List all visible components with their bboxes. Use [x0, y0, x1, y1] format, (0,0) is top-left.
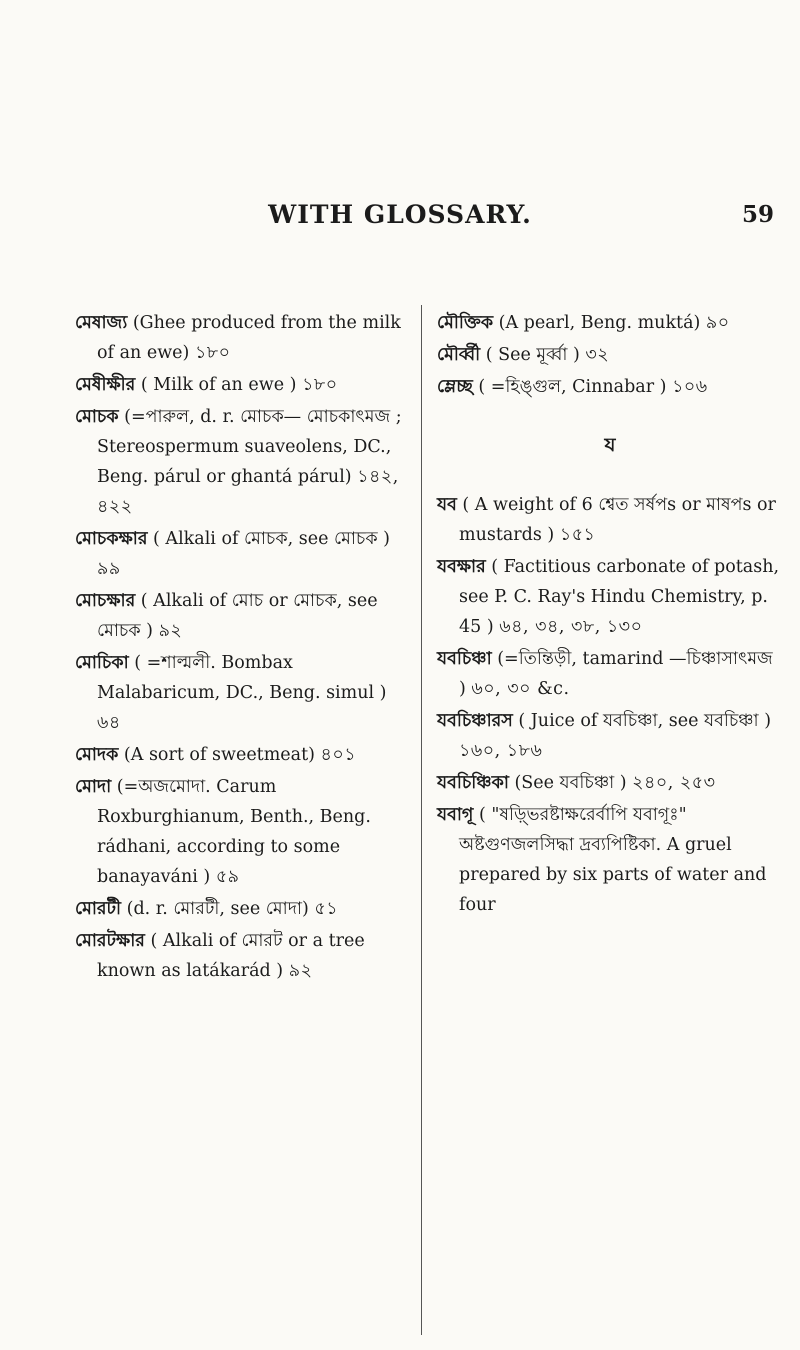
entry-gloss: (=তিন্তিড়ী, tamarind —চিঞ্চাসাৎমজ ) — [459, 649, 773, 699]
entry-gloss: ( Juice of যবচিঞ্চা, see যবচিঞ্চা ) — [518, 711, 772, 731]
entry-headword: মোচিকা — [75, 653, 129, 673]
entry-gloss: ( "ষড়্ভিরষ্টাক্ষরের্বাপি যবাগূঃ" অষ্টগুণজলসিদ্ধা দ্রব্যপিষ্টিকা. A gruel prepared by six parts of water and four — [459, 805, 767, 915]
glossary-entry — [75, 308, 405, 368]
entry-gloss: ( Alkali of মোচ or মোচক, see মোচক ) — [97, 591, 378, 641]
glossary-entry — [75, 402, 405, 522]
section-letter: য — [604, 434, 616, 456]
glossary-entry — [437, 552, 783, 642]
right-column-entries-ma — [437, 308, 783, 402]
entry-gloss: (See যবচিঞ্চা ) — [514, 773, 627, 793]
glossary-entry — [437, 308, 783, 338]
glossary-entry — [437, 372, 783, 402]
entry-page-refs: ৫৯ — [215, 867, 240, 887]
entry-headword: মেষীক্ষীর — [75, 375, 136, 395]
right-column — [437, 308, 783, 922]
glossary-entry — [437, 800, 783, 920]
glossary-entry — [75, 740, 405, 770]
entry-headword: মোদক — [75, 745, 119, 765]
entry-page-refs: ১৮০ — [302, 375, 338, 395]
entry-headword: মোচক — [75, 407, 119, 427]
entry-gloss: (=অজমোদা. Carum Roxburghianum, Benth., Beng. rádhani, according to some banayaváni ) — [97, 777, 371, 887]
entry-headword: যবক্ষার — [437, 557, 486, 577]
glossary-entry — [437, 644, 783, 704]
entry-headword: মোচকক্ষার — [75, 529, 148, 549]
glossary-entry — [437, 706, 783, 766]
entry-page-refs: ৪০১ — [320, 745, 357, 765]
page-number: 59 — [741, 201, 774, 228]
entry-headword: যবচিঞ্চিকা — [437, 773, 509, 793]
entry-gloss: (A pearl, Beng. muktá) — [498, 313, 701, 333]
glossary-entry — [437, 768, 783, 798]
glossary-entry — [437, 490, 783, 550]
entry-gloss: ( =শাল্মলী. Bombax Malabaricum, DC., Beng. simul ) — [97, 653, 387, 703]
running-head: WITH GLOSSARY. — [268, 200, 532, 229]
entry-page-refs: ৬৪ — [97, 713, 121, 733]
column-divider — [421, 305, 422, 1335]
entry-page-refs: ৩২ — [585, 345, 610, 365]
entry-headword: যবচিঞ্চারস — [437, 711, 513, 731]
entry-gloss: (d. r. মোরটী, see মোদা) — [126, 899, 309, 919]
entry-page-refs: ৯০ — [705, 313, 730, 333]
glossary-entry — [75, 648, 405, 738]
entry-page-refs: ৯২ — [158, 621, 183, 641]
entry-headword: মোচক্ষার — [75, 591, 136, 611]
entry-gloss: (A sort of sweetmeat) — [123, 745, 315, 765]
entry-headword: মোরটী — [75, 899, 122, 919]
glossary-entry — [75, 772, 405, 892]
entry-gloss: (Ghee produced from the milk of an ewe) — [97, 313, 401, 363]
entry-page-refs: ১৮০ — [194, 343, 231, 363]
entry-headword: মেষাজ্য — [75, 313, 128, 333]
entry-headword: যবাগূ — [437, 805, 474, 825]
entry-page-refs: ১০৬ — [672, 377, 708, 397]
entry-page-refs: ১৬০, ১৮৬ — [459, 741, 543, 761]
entry-page-refs: ১৪২, ৪২২ — [97, 467, 399, 517]
entry-headword: ম্লেচ্ছ — [437, 377, 473, 397]
left-column — [75, 308, 405, 988]
entry-gloss: ( See মূর্ব্বা ) — [485, 345, 580, 365]
entry-headword: যব — [437, 495, 457, 515]
entry-gloss: ( Alkali of মোরট or a tree known as latákarád ) — [97, 931, 365, 981]
entry-headword: মৌক্তিক — [437, 313, 494, 333]
entry-page-refs: ৯৯ — [97, 559, 121, 579]
entry-gloss: ( =হিঙ্গুল, Cinnabar ) — [478, 377, 667, 397]
entry-page-refs: ৬০, ৩০ &c. — [471, 679, 570, 699]
glossary-entry — [75, 926, 405, 986]
entry-gloss: ( Factitious carbonate of potash, see P. C. Ray's Hindu Chemistry, p. 45 ) — [459, 557, 780, 637]
right-column-entries-ya — [437, 490, 783, 920]
entry-gloss: ( A weight of 6 শ্বেত সর্ষপs or মাষপs or mustards ) — [459, 495, 776, 545]
entry-page-refs: ৬৪, ৩৪, ৩৮, ১৩০ — [499, 617, 643, 637]
entry-page-refs: ৯২ — [288, 961, 313, 981]
glossary-entry — [75, 894, 405, 924]
entry-headword: মোরটক্ষার — [75, 931, 145, 951]
glossary-entry — [75, 370, 405, 400]
entry-gloss: (=পারুল, d. r. মোচক— মোচকাৎমজ ; Stereospermum suaveolens, DC., Beng. párul or ghantá párul) — [97, 407, 402, 487]
entry-gloss: ( Milk of an ewe ) — [140, 375, 297, 395]
glossary-entry — [75, 586, 405, 646]
entry-page-refs: ১৫১ — [559, 525, 596, 545]
glossary-entry — [75, 524, 405, 584]
entry-headword: মোদা — [75, 777, 112, 797]
entry-page-refs: ২৪০, ২৫৩ — [632, 773, 716, 793]
entry-gloss: ( Alkali of মোচক, see মোচক ) — [153, 529, 390, 549]
entry-page-refs: ৫১ — [314, 899, 339, 919]
entry-headword: যবচিঞ্চা — [437, 649, 492, 669]
glossary-entry — [437, 340, 783, 370]
entry-headword: মৌর্ব্বী — [437, 345, 481, 365]
